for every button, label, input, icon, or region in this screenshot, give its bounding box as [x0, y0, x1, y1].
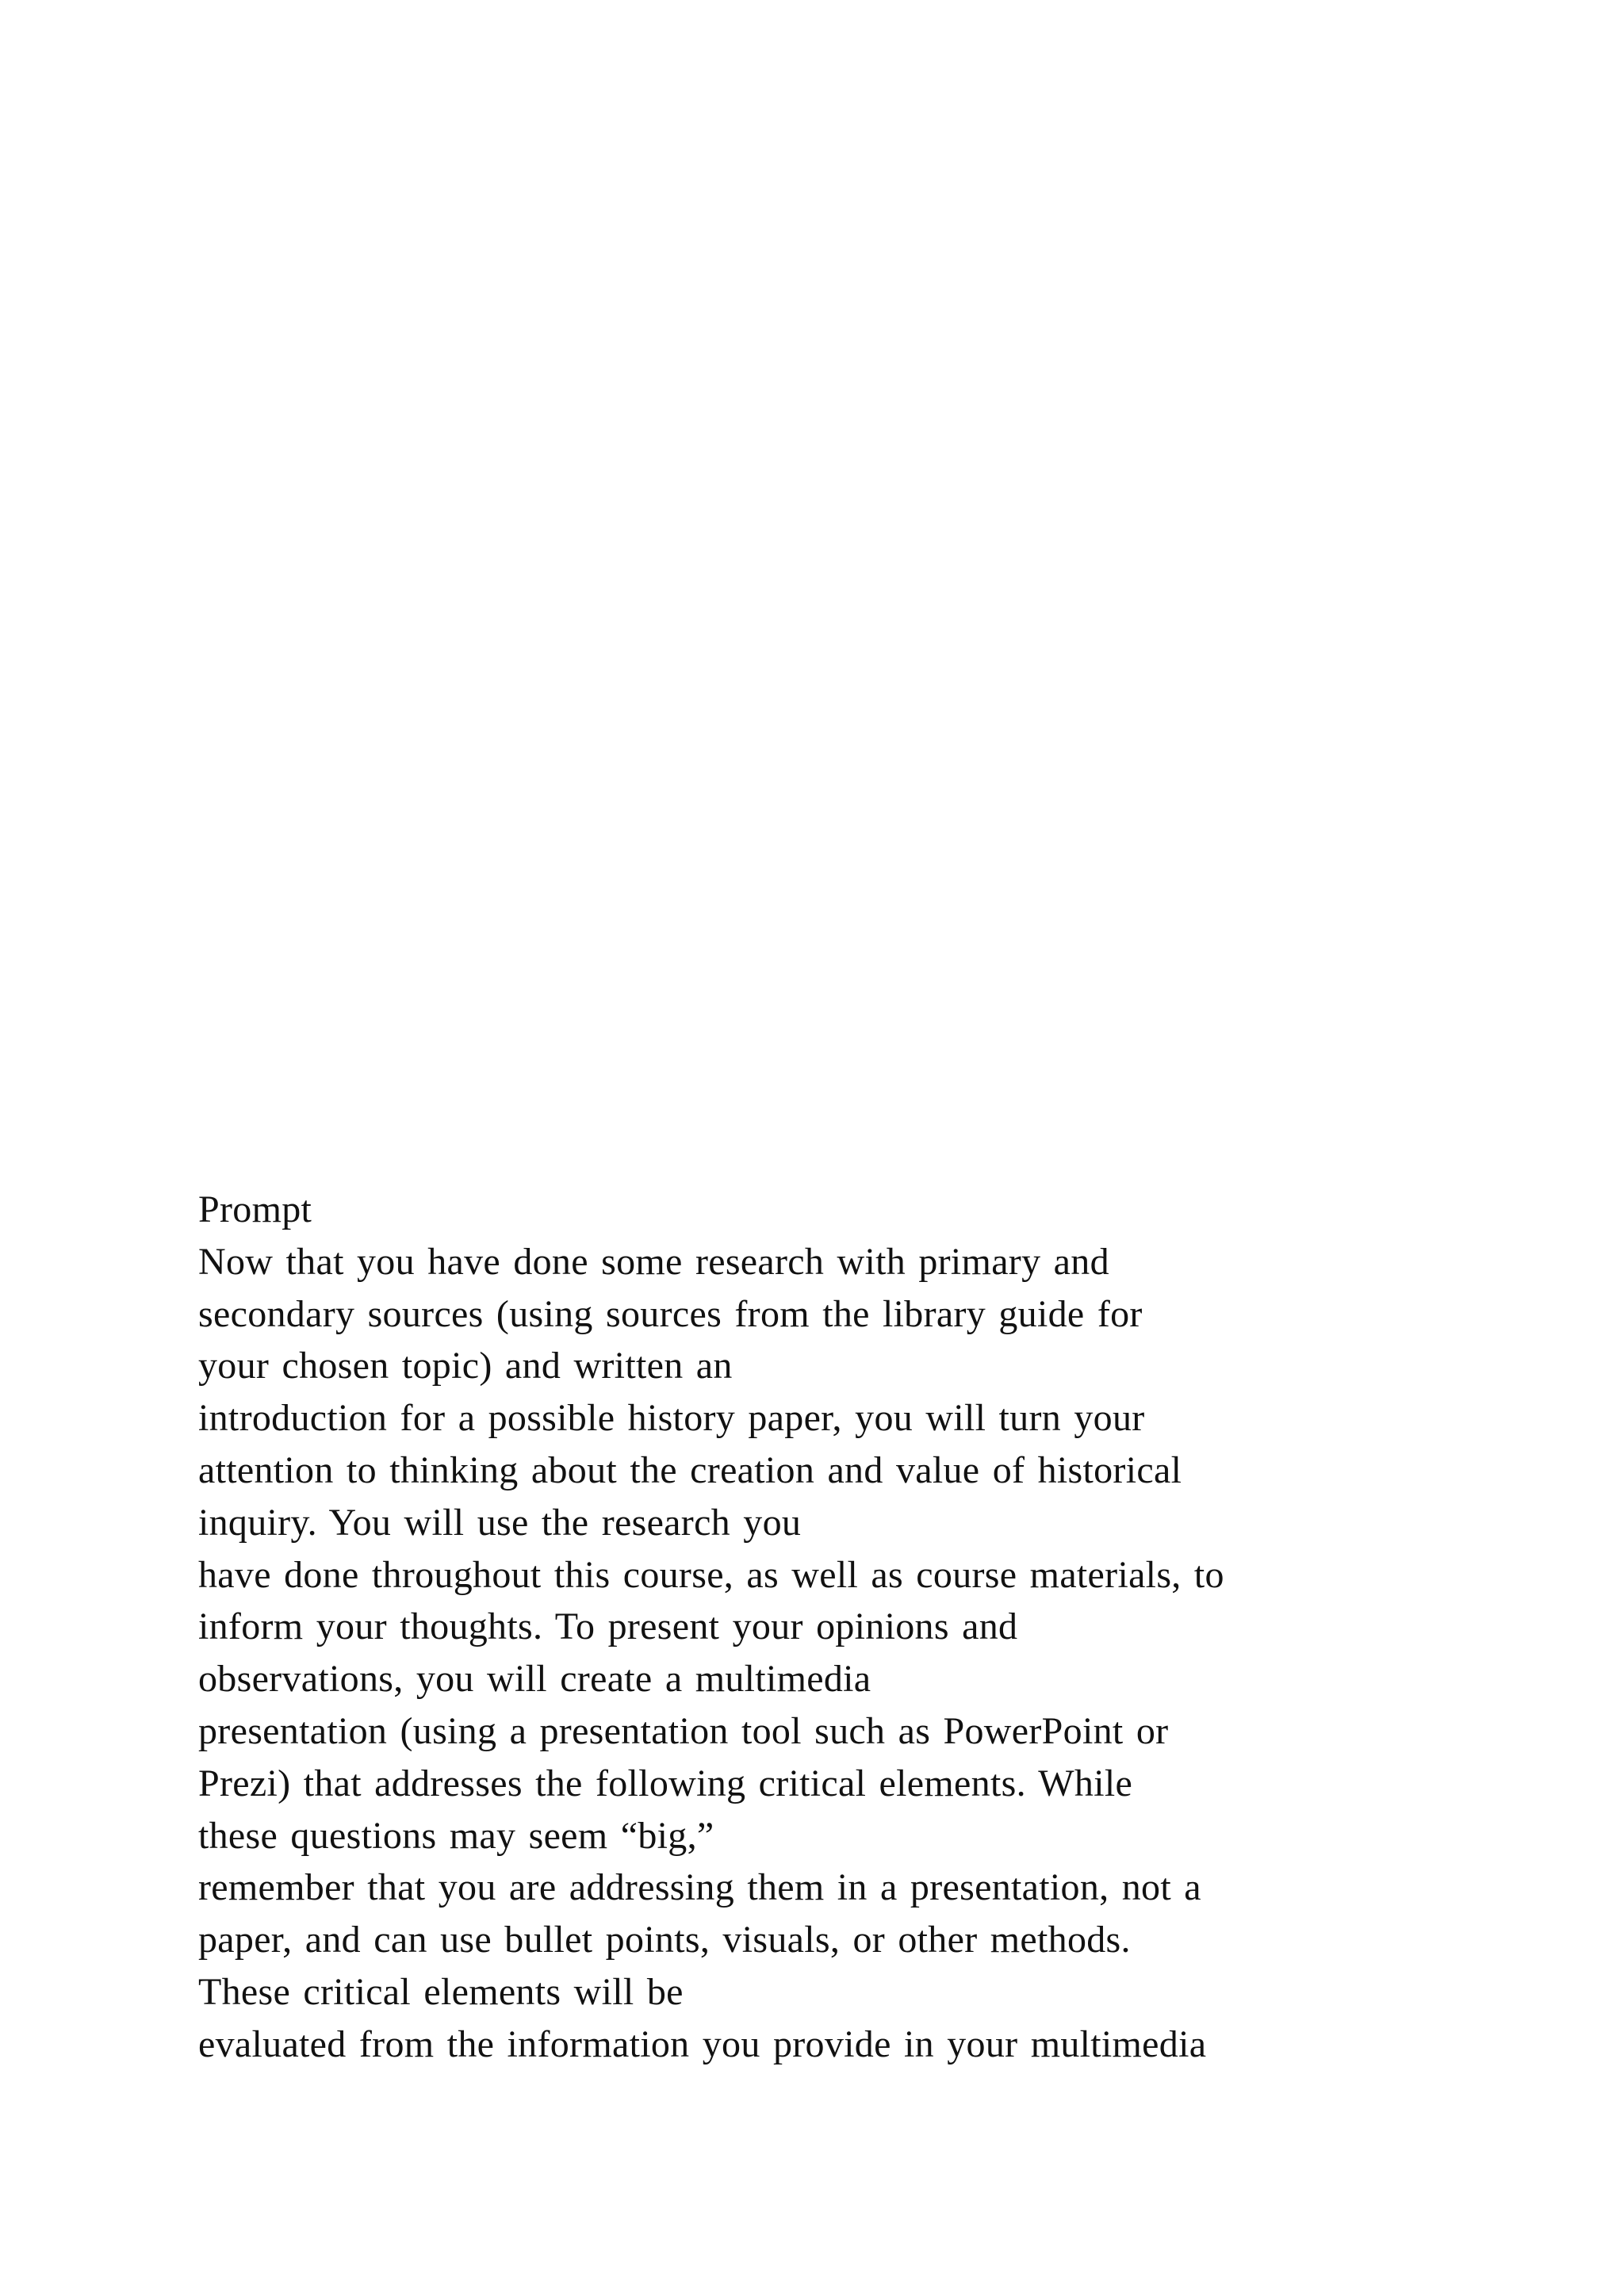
document-line: Prezi) that addresses the following critical elements. While: [198, 1762, 1133, 1804]
document-line: paper, and can use bullet points, visuals, or other methods.: [198, 1919, 1131, 1961]
document-line: inform your thoughts. To present your opinions and: [198, 1605, 1018, 1648]
document-line: observations, you will create a multimedia: [198, 1658, 871, 1701]
document-line: these questions may seem “big,”: [198, 1814, 714, 1857]
document-line: secondary sources (using sources from the library guide for: [198, 1292, 1143, 1335]
document-line: presentation (using a presentation tool such as PowerPoint or: [198, 1709, 1169, 1752]
document-body: [198, 1184, 1546, 2071]
document-line: These critical elements will be: [198, 1970, 684, 2013]
document-line: evaluated from the information you provide in your multimedia: [198, 2022, 1207, 2065]
document-heading: Prompt: [198, 1188, 312, 1230]
document-line: Now that you have done some research with primary and: [198, 1240, 1109, 1283]
document-line: your chosen topic) and written an: [198, 1345, 733, 1387]
document-line: introduction for a possible history paper, you will turn your: [198, 1397, 1145, 1440]
document-line: have done throughout this course, as well as course materials, to: [198, 1553, 1224, 1596]
document-line: attention to thinking about the creation and value of historical: [198, 1448, 1182, 1491]
document-line: remember that you are addressing them in a presentation, not a: [198, 1866, 1201, 1909]
document-line: inquiry. You will use the research you: [198, 1501, 802, 1544]
